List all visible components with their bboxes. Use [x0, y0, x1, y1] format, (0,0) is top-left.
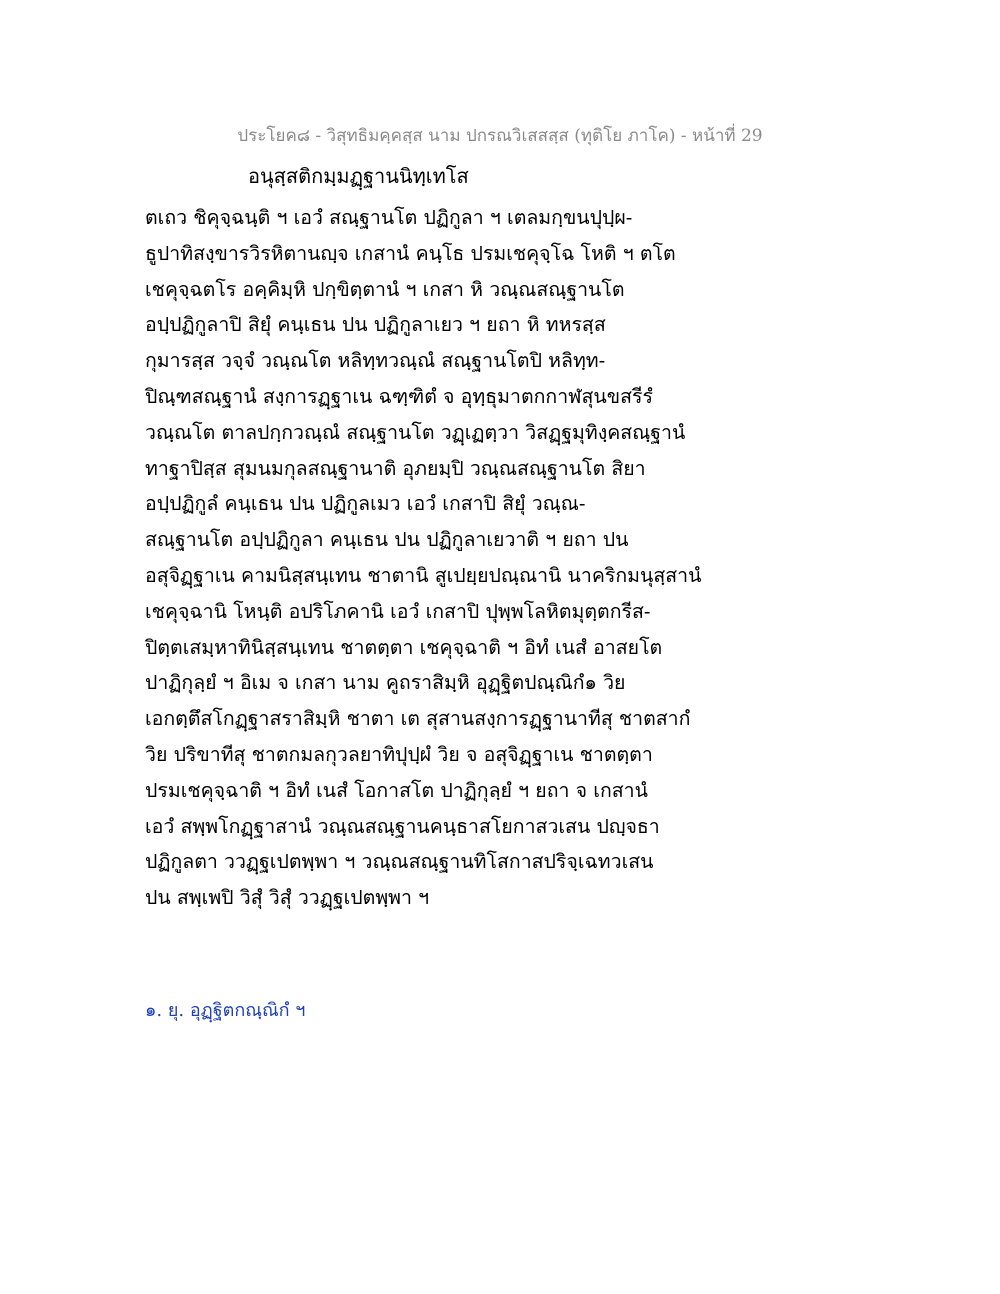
text-line: ปรมเชคุจฺฉาติ ฯ อิทํ เนสํ โอกาสโต ปาฏิกุลฺยํ ฯ ยถา จ เกสานํ: [145, 778, 648, 802]
text-line: สณฺฐานโต อปฺปฏิกูลา คนฺเธน ปน ปฏิกูลาเยวาติ ฯ ยถา ปน: [145, 528, 629, 552]
text-line: ปิณฺฑสณฺฐานํ สงฺการฏฺฐาเน ฉฑฺฑิตํ จ อุทฺธุมาตกกาฬสุนขสรีรํ: [145, 384, 653, 408]
text-line: ตเถว ชิคุจฺฉนฺติ ฯ เอวํ สณฺฐานโต ปฏิกูลา ฯ เตลมกฺขนปุปฺผ-: [145, 206, 633, 229]
text-line: เชคุจฺฉตโร อคฺคิมฺหิ ปกฺขิตฺตานํ ฯ เกสา หิ วณฺณสณฺฐานโต: [145, 277, 625, 301]
text-line: ปาฏิกุลฺยํ ฯ อิเม จ เกสา นาม คูถราสิมฺหิ อุฏฺฐิตปณฺณิกํ๑ วิย: [145, 671, 626, 695]
section-heading: อนุสฺสติกมฺมฏฺฐานนิทฺเทโส: [248, 164, 469, 188]
text-line: อสุจิฏฺฐาเน คามนิสฺสนฺเทน ชาตานิ สูเปยฺยปณฺณานิ นาคริกมนุสฺสานํ: [145, 563, 702, 587]
text-line: เอกตฺตึสโกฏฺฐาสราสิมฺหิ ชาตา เต สุสานสงฺการฏฺฐานาทีสุ ชาตสากํ: [145, 707, 691, 731]
text-line: อปฺปฏิกูลํ คนฺเธน ปน ปฏิกูลเมว เอวํ เกสาปิ สิยุํ วณฺณ-: [145, 492, 586, 516]
text-line: วิย ปริขาทีสุ ชาตกมลกุวลยาทิปุปฺผํ วิย จ อสุจิฏฺฐาเน ชาตตฺตา: [145, 742, 653, 766]
body-text: [145, 200, 705, 916]
text-line: ทาฐาปิสฺส สุมนมกุลสณฺฐานาติ อุภยมฺปิ วณฺณสณฺฐานโต สิยา: [145, 456, 646, 480]
text-line: ปน สพฺเพปิ วิสุํ วิสุํ ววฏฺฐเปตพฺพา ฯ: [145, 886, 430, 910]
text-line: อปฺปฏิกูลาปิ สิยุํ คนฺเธน ปน ปฏิกูลาเยว ฯ ยถา หิ ทหรสฺส: [145, 313, 606, 337]
text-line: เชคุจฺฉานิ โหนฺติ อปริโภคานิ เอวํ เกสาปิ ปุพฺพโลหิตมุตฺตกรีส-: [145, 599, 651, 623]
footnote: ๑. ยุ. อุฏฺฐิตกณฺณิกํ ฯ: [145, 1000, 306, 1021]
text-line: กุมารสฺส วจฺจํ วณฺณโต หลิทฺทวณฺณํ สณฺฐานโตปิ หลิทฺท-: [145, 349, 606, 373]
text-line: ปิตฺตเสมฺหาทินิสฺสนฺเทน ชาตตฺตา เชคุจฺฉาติ ฯ อิทํ เนสํ อาสยโต: [145, 635, 663, 659]
page-header: ประโยค๘ - วิสุทธิมคฺคสฺส นาม ปกรณวิเสสสฺส (ทุติโย ภาโค) - หน้าที่ 29: [237, 126, 763, 146]
text-line: ธูปาทิสงฺขารวิรหิตานญฺจ เกสานํ คนฺโธ ปรมเชคุจฺโฉ โหติ ฯ ตโต: [145, 241, 676, 265]
text-line: ปฏิกูลตา ววฏฺฐเปตพฺพา ฯ วณฺณสณฺฐานทิโสกาสปริจฺเฉทวเสน: [145, 850, 654, 874]
text-line: เอวํ สพฺพโกฏฺฐาสานํ วณฺณสณฺฐานคนฺธาสโยกาสวเสน ปญฺจธา: [145, 814, 660, 838]
text-line: วณฺณโต ตาลปกฺกวณฺณํ สณฺฐานโต วฏฺเฏตฺวา วิสฏฺฐมุทิงฺคสณฺฐานํ: [145, 420, 686, 444]
